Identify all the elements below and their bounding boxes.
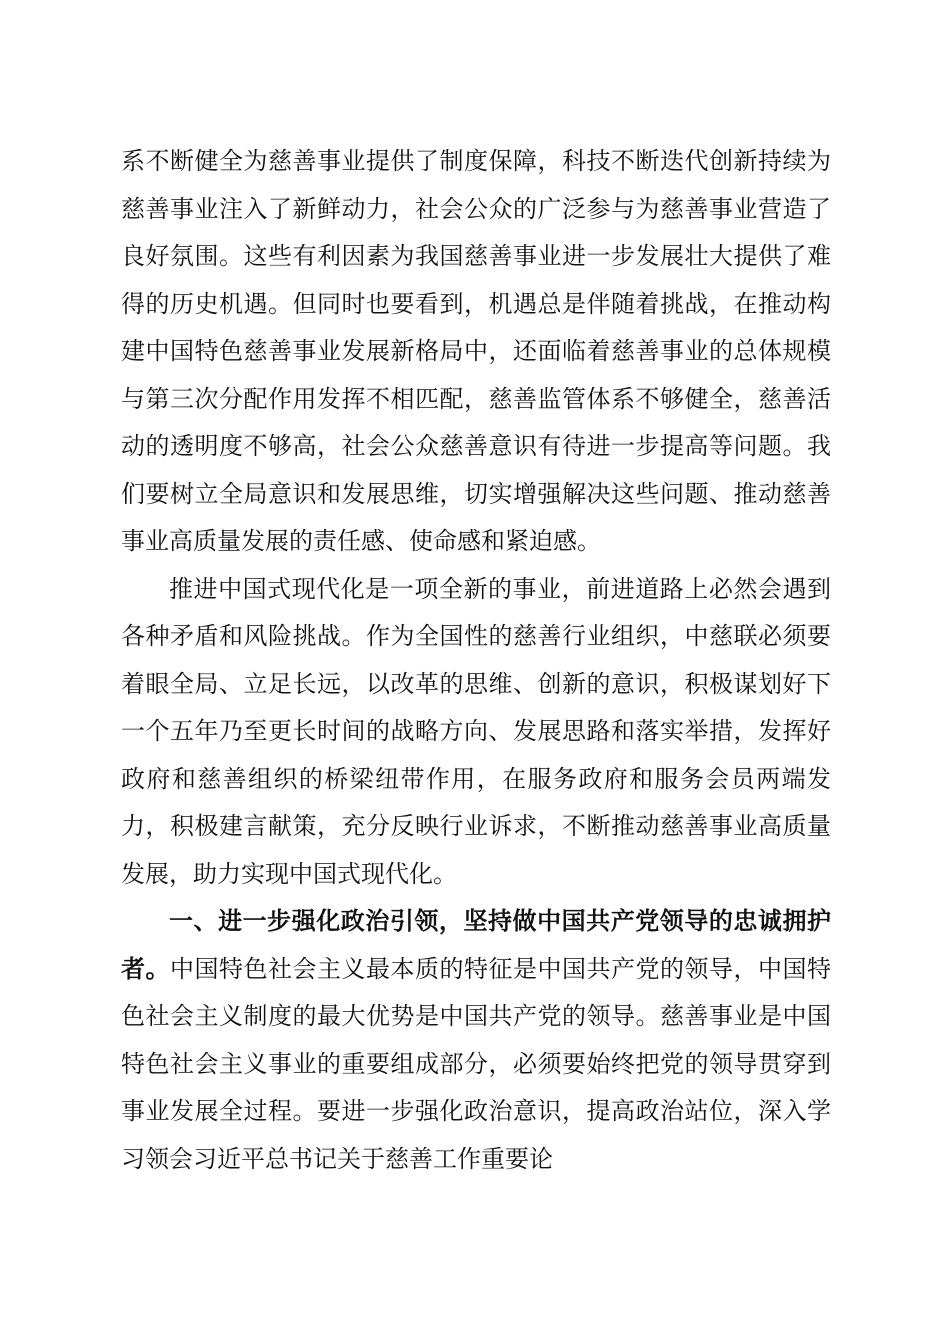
paragraph-continuation — [121, 138, 831, 566]
paragraph-text: 系不断健全为慈善事业提供了制度保障，科技不断迭代创新持续为慈善事业注入了新鲜动力，社会公众的广泛参与为慈善事业营造了良好氛围。这些有利因素为我国慈善事业进一步发展壮大提供了难得的历史机遇。但同时也要看到，机遇总是伴随着挑战，在推动构建中国特色慈善事业发展新格局中，还面临着慈善事业的总体规模与第三次分配作用发挥不相匹配，慈善监管体系不够健全，慈善活动的透明度不够高，社会公众慈善意识有待进一步提高等问题。我们要树立全局意识和发展思维，切实增强解决这些问题、推动慈善事业高质量发展的责任感、使命感和紧迫感。 — [121, 147, 831, 555]
paragraph-modernization — [121, 566, 831, 899]
paragraph-text: 推进中国式现代化是一项全新的事业，前进道路上必然会遇到各种矛盾和风险挑战。作为全国性的慈善行业组织，中慈联必须要着眼全局、立足长远，以改革的思维、创新的意识，积极谋划好下一个五年乃至更长时间的战略方向、发展思路和落实举措，发挥好政府和慈善组织的桥梁纽带作用，在服务政府和服务会员两端发力，积极建言献策，充分反映行业诉求，不断推动慈善事业高质量发展，助力实现中国式现代化。 — [121, 574, 831, 888]
section-heading: 一、进一步强化政治引领，坚持做中国共产党领导的忠诚拥护者。 — [121, 907, 831, 983]
document-body — [121, 138, 831, 1183]
paragraph-section-one — [121, 898, 831, 1183]
paragraph-text: 中国特色社会主义最本质的特征是中国共产党的领导，中国特色社会主义制度的最大优势是中国共产党的领导。慈善事业是中国特色社会主义事业的重要组成部分，必须要始终把党的领导贯穿到事业发展全过程。要进一步强化政治意识，提高政治站位，深入学习领会习近平总书记关于慈善工作重要论 — [121, 954, 831, 1173]
